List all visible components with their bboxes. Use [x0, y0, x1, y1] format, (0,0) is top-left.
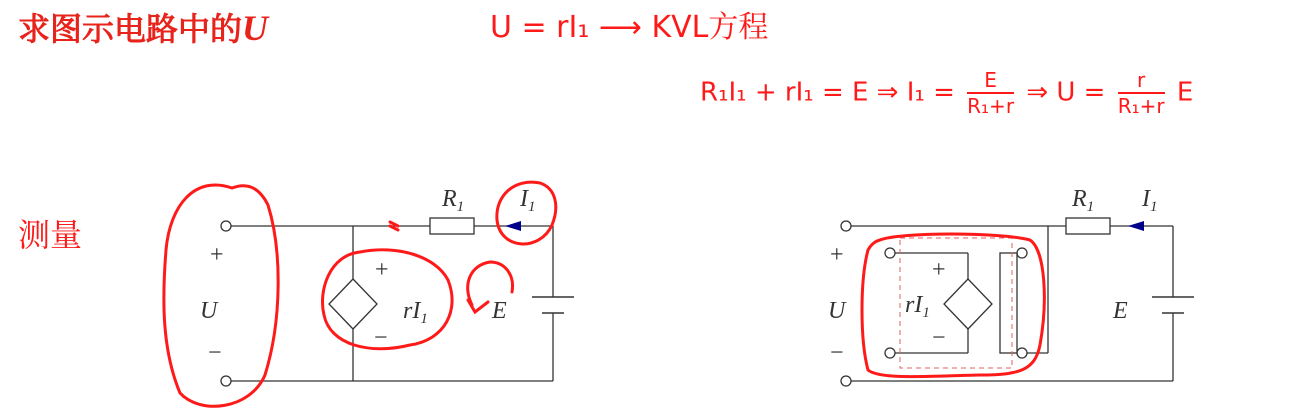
right-bottom-terminal [841, 376, 851, 386]
right-minus-label: − [830, 340, 844, 366]
right-r1-label: $R_1$ [1072, 186, 1095, 215]
eq2-left: R₁I₁ + rI₁ = E ⇒ I₁ = [700, 77, 955, 108]
handwritten-note-measure: 测量 [18, 216, 83, 254]
right-source-plus: + [932, 257, 946, 283]
right-dependent-source [944, 279, 992, 329]
left-resistor-r1 [430, 218, 474, 234]
eq2-mid: ⇒ U = [1026, 77, 1106, 108]
right-circuit [841, 218, 1194, 386]
right-u-label: U [828, 298, 846, 324]
right-i1-label: $I_1$ [1142, 186, 1158, 215]
left-source-plus: + [375, 257, 389, 283]
eq2-tail: E [1176, 77, 1194, 108]
left-minus-label: − [208, 340, 222, 366]
left-dependent-source [329, 279, 377, 329]
fraction-voltage-denominator: R₁+r [1117, 94, 1165, 118]
right-e-label: E [1113, 298, 1128, 324]
left-current-arrow [505, 221, 521, 231]
handwritten-equation-kvl: U = rI₁ ⟶ KVL方程 [490, 10, 769, 45]
left-i1-label: $I_1$ [520, 186, 536, 215]
left-top-terminal [221, 221, 231, 231]
right-top-terminal [841, 221, 851, 231]
left-plus-label: + [210, 242, 224, 268]
fraction-current-denominator: R₁+r [967, 94, 1015, 118]
left-bottom-terminal [221, 376, 231, 386]
right-plus-label: + [830, 242, 844, 268]
right-source-minus: − [932, 325, 946, 351]
left-r1-label: $R_1$ [442, 186, 465, 215]
right-port-box [1000, 253, 1017, 353]
left-source-label: $rI_1$ [403, 298, 428, 327]
left-e-label: E [492, 298, 507, 324]
left-source-minus: − [374, 325, 388, 351]
title-variable: U [242, 8, 269, 48]
title-text: 求图示电路中的 [18, 10, 243, 48]
right-current-arrow [1128, 221, 1144, 231]
ink-circle-u [164, 185, 278, 406]
right-source-label: $rI_1$ [905, 292, 930, 321]
right-resistor-r1 [1066, 218, 1110, 234]
fraction-current-numerator: E [967, 68, 1014, 94]
fraction-voltage-numerator: r [1118, 68, 1165, 94]
left-u-label: U [200, 298, 218, 324]
